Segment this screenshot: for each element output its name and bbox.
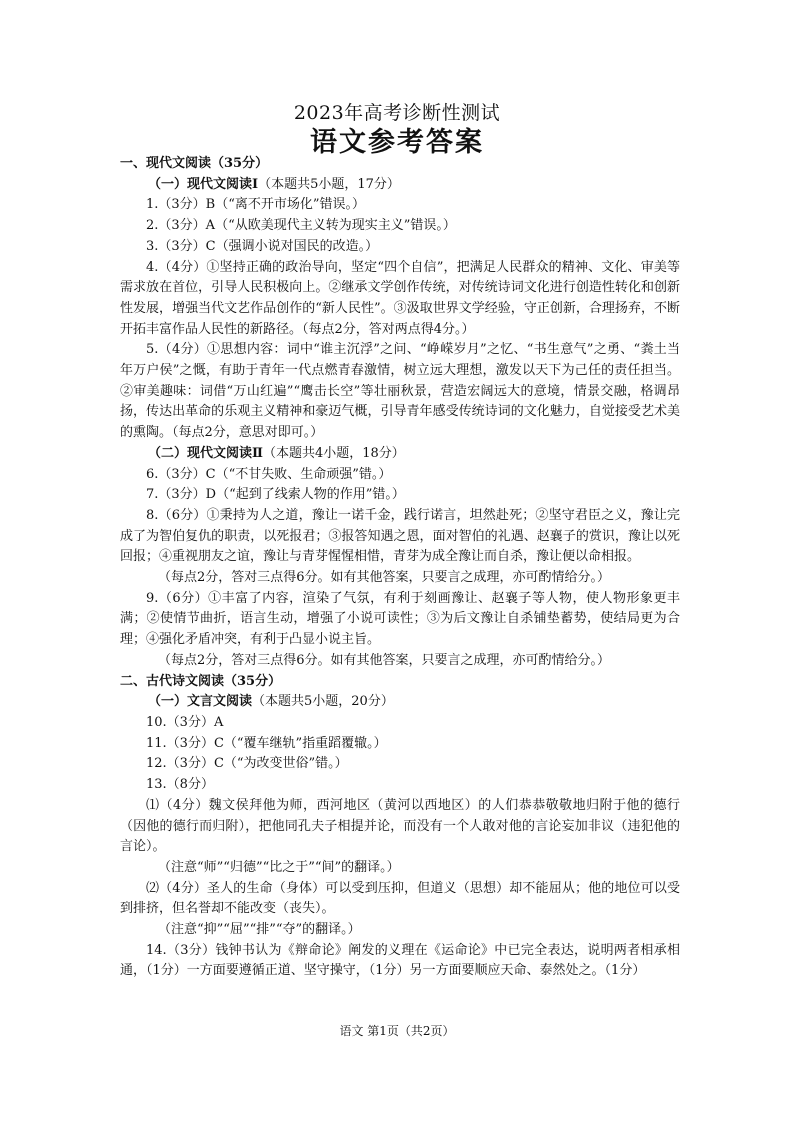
answer-q7: 7.（3分）D（“起到了线索人物的作用”错。）	[146, 487, 405, 503]
subsection-heading-classical-prose	[120, 692, 680, 713]
answer-q5: 5.（4分）①思想内容：词中“谁主沉浮”之问、“峥嵘岁月”之忆、“书生意气”之勇、“粪土当年万户侯”之慨，有助于青年一代点燃青春激情，树立远大理想，激发以天下为己任的责任担当。②审美趣味：词借“万山红遍”“鹰击长空”等壮丽秋景，营造宏阔远大的意境，情景交融，格调昂扬，传达出革命的乐观主义精神和豪迈气概，引导青年感受传统诗词的文化魅力，自觉接受艺术美的熏陶。（每点2分，意思对即可。）	[120, 342, 680, 441]
answer-q2: 2.（3分）A（“从欧美现代主义转为现实主义”错误。）	[146, 218, 456, 234]
answer-q13-part1: ⑴（4分）魏文侯拜他为师，西河地区（黄河以西地区）的人们恭恭敬敬地归附于他的德行（因他的德行而归附），把他同孔夫子相提并论，而没有一个人敢对他的言论妄加非议（违犯他的言论）。	[120, 797, 680, 855]
subsection-note: （本题共5小题，17分）	[258, 176, 400, 192]
answer-q13: 13.（8分）	[146, 777, 214, 793]
subsection-title: （一）现代文阅读Ⅰ	[148, 176, 259, 192]
answer-q6: 6.（3分）C（“不甘失败、生命顽强”错。）	[146, 466, 392, 482]
subsection-note: （本题共4小题，18分）	[262, 445, 405, 461]
translation-note-q13-part1: （注意“师”“归德”“比之于”“间”的翻译。）	[158, 859, 400, 875]
section-heading-modern-reading: 一、现代文阅读（35分）	[120, 156, 269, 171]
answer-q11: 11.（3分）C（“覆车继轨”指重蹈覆辙。）	[146, 735, 387, 751]
page-footer: 语文 第1页（共2页）	[339, 1024, 455, 1038]
answer-q12: 12.（3分）C（“为改变世俗”错。）	[146, 756, 348, 772]
answer-q10: 10.（3分）A	[146, 714, 224, 730]
subsection-note: （本题共5小题，20分）	[252, 694, 394, 710]
answer-q9: 9.（6分）①丰富了内容，渲染了气氛，有利于刻画豫让、赵襄子等人物，使人物形象更丰满；②使情节曲折，语言生动，增强了小说可读性；③为后文豫让自杀铺垫蓄势，使结局更为合理；④强化矛盾冲突，有利于凸显小说主旨。	[120, 590, 680, 648]
translation-note-q13-part2: （注意“抑”“屈”“排”“夺”的翻译。）	[158, 922, 361, 938]
subsection-title: （二）现代文阅读Ⅱ	[148, 445, 263, 461]
exam-title: 2023年高考诊断性测试	[293, 102, 501, 124]
subsection-heading-modern-2	[120, 444, 680, 465]
answer-q14: 14.（3分）钱钟书认为《辩命论》阐发的义理在《运命论》中已完全表达，说明两者相承相通，（1分）一方面要遵循正道、坚守操守，（1分）另一方面要顺应天命、泰然处之。（1分）	[120, 942, 680, 979]
answer-q8: 8.（6分）①秉持为人之道，豫让一诺千金，践行诺言，坦然赴死；②坚守君臣之义，豫让完成了为智伯复仇的职责，以死报君；③报答知遇之恩，面对智伯的礼遇、赵襄子的赏识，豫让以死回报；④重视朋友之谊，豫让与青芽惺惺相惜，青芽为成全豫让而自杀，豫让便以命相报。	[120, 507, 680, 565]
answer-q4: 4.（4分）①坚持正确的政治导向，坚定“四个自信”，把满足人民群众的精神、文化、审美等需求放在首位，引导人民积极向上。②继承文学创作传统，对传统诗词文化进行创造性转化和创新性发展，增强当代文艺作品创作的“新人民性”。③汲取世界文学经验，守正创新，合理扬弃，不断开拓丰富作品人民性的新路径。（每点2分，答对两点得4分。）	[120, 259, 680, 337]
subsection-title: （一）文言文阅读	[148, 694, 253, 710]
scoring-note-q9: （每点2分，答对三点得6分。如有其他答案，只要言之成理，亦可酌情给分。）	[158, 652, 611, 668]
section-heading-classical-reading: 二、古代诗文阅读（35分）	[120, 673, 282, 689]
answer-q3: 3.（3分）C（强调小说对国民的改造。）	[146, 238, 379, 254]
answer-q1: 1.（3分）B（“离不开市场化”错误。）	[146, 197, 366, 213]
answer-q13-part2: ⑵（4分）圣人的生命（身体）可以受到压抑，但道义（思想）却不能屈从；他的地位可以受到排挤，但名誉却不能改变（丧失）。	[120, 880, 680, 917]
document-title: 语文参考答案	[310, 127, 484, 158]
scoring-note-q8: （每点2分，答对三点得6分。如有其他答案，只要言之成理，亦可酌情给分。）	[158, 570, 611, 586]
answer-body	[120, 154, 680, 982]
subsection-heading-modern-1	[120, 175, 680, 196]
